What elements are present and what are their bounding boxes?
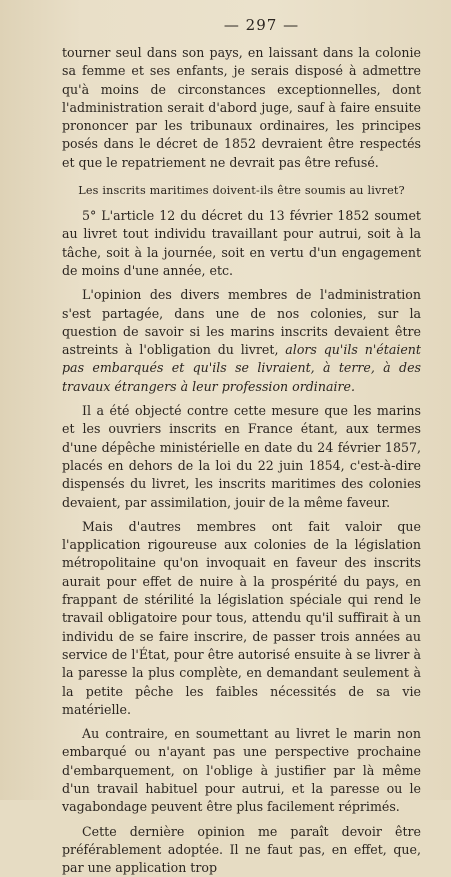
paragraph-conclusion: Cette dernière opinion me paraît devoir être préférablement adoptée. Il ne faut pas, en effet, que, par une application trop [62,823,421,876]
paragraph-opinion [62,286,421,396]
paragraph-counter-argument: Mais d'autres membres ont fait valoir que l'application rigoureuse aux colonies de la législation métropolitaine qu'on invoquait en faveur des inscrits aurait pour effet de nuire à la prospérité du pays, en frappant de stérilité la législation spéciale qui rend le travail obligatoire pour tous, attendu qu'il suffirait à un individu de se faire inscrire, de passer trois années au service de l'État, pour être autorisé ensuite à se livrer à la paresse la plus complète, en demandant seulement à la petite pêche les faibles nécessités de sa vie matérielle. [62,518,421,717]
paragraph-opinion-text: L'opinion des divers membres de l'administration s'est partagée, dans une de nos colonies, sur la question de savoir si les marins inscrits devaient être astreints à l'obligation du livret, [62,287,421,358]
page-number: — 297 — [223,16,300,34]
section-heading: Les inscrits maritimes doivent-ils être soumis au livret? [78,184,405,198]
paragraph-article-12: 5° L'article 12 du décret du 13 février 1852 soumet au livret tout individu travaillant pour autrui, soit à la tâche, soit à la journée, soit en vertu d'un engagement de moins d'une année, etc. [62,208,421,278]
paragraph-opinion-italic: alors qu'ils n'étaient pas embarqués et qu'ils se livraient, à terre, à des travaux étrangers à leur profession ordinaire. [62,342,421,394]
paragraph-continuation: tourner seul dans son pays, en laissant dans la colonie sa femme et ses enfants, je serais disposé à admettre qu'à moins de circonstances exceptionnelles, dont l'administration serait d'abord juge, sauf à faire ensuite prononcer par les tribunaux ordinaires, les principes posés dans le décret de 1852 devraient être respectés et que le repatriement ne devrait pas être refusé. [62,45,421,170]
paragraph-objection: Il a été objecté contre cette mesure que les marins et les ouvriers inscrits en France étant, aux termes d'une dépêche ministérielle en date du 24 février 1857, placés en dehors de la loi du 22 juin 1854, c'est-à-dire dispensés du livret, les inscrits maritimes des colonies devaient, par assimilation, jouir de la même faveur. [62,403,421,510]
paragraph-contrary: Au contraire, en soumettant au livret le marin non embarqué ou n'ayant pas une perspective prochaine d'embarquement, on l'oblige à justifier par là même d'un travail habituel pour autrui, et la paresse ou le vagabondage peuvent être plus facilement réprimés. [62,726,421,815]
